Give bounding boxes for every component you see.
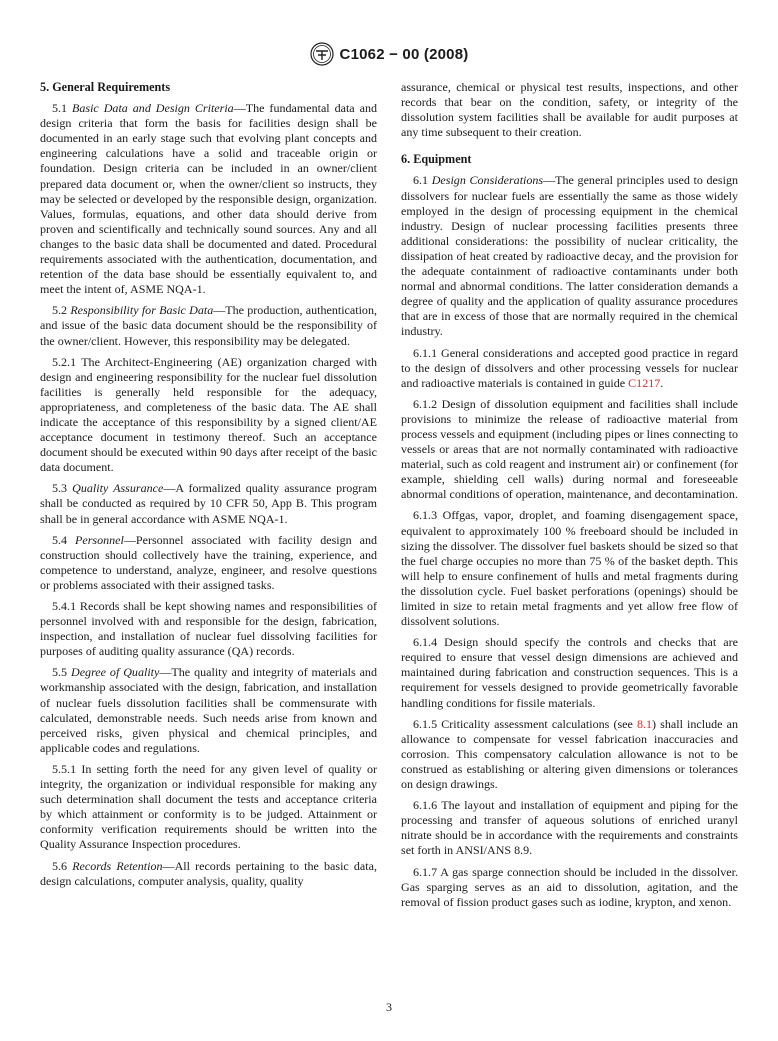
paragraph-number: 5.1 (52, 101, 73, 116)
paragraph-5-5 (40, 665, 377, 756)
paragraph-body: —All records pertaining to the basic data, design calculations, computer analysis, quality, quality (40, 858, 377, 888)
paragraph-number: 5.6 (52, 858, 73, 873)
paragraph-tail: . (660, 375, 664, 390)
page-number: 3 (386, 1000, 392, 1014)
section-heading-6: 6. Equipment (401, 152, 472, 167)
paragraph-body: —A formalized quality assurance program shall be conducted as required by 10 CFR 50, App B. This program shall be in general accordance with ASME NQA-1. (40, 481, 377, 526)
paragraph-5-1 (40, 101, 377, 297)
paragraph-title: Basic Data and Design Criteria (72, 101, 234, 116)
paragraph-title: Records Retention (72, 858, 163, 873)
paragraph-body: ) shall include an allowance to compensate for vessel fabrication inaccuracies and corrosion. This compensatory calculation allowance is not to be construed as establishing or altering given dimensions or tolerances on design drawings. (401, 716, 738, 792)
paragraph-5-6 (40, 859, 377, 889)
paragraph-body: 6.1.1 General considerations and accepted good practice in regard to the design of dissolvers and other processing vessels for nuclear and radioactive materials is contained in guide (401, 345, 738, 390)
paragraph-6-1 (401, 173, 738, 339)
astm-logo-icon (310, 42, 334, 66)
left-column (40, 80, 377, 895)
paragraph-6-1-5 (401, 717, 738, 792)
paragraph-6-1-1 (401, 346, 738, 391)
paragraph-6-1-3: 6.1.3 Offgas, vapor, droplet, and foaming disengagement space, equivalent to approximately 100 % freeboard should be included in sizing the dissolver. The dissolver fuel baskets should be sized so that the fuel charge occupies no more than 75 % of the basket depth. This will help to ensure confinement of hulls and metal fragments during the dissolution cycle. Fuel basket perforations (openings) should be limited in size to retain metal fragments and yet allow free flow of dissolvent solutions. (401, 508, 738, 629)
paragraph-5-2 (40, 303, 377, 348)
paragraph-6-1-2: 6.1.2 Design of dissolution equipment and facilities shall include provisions to minimize the release of radioactive material from process vessels and equipment (including pipes or lines connecting to vessels or areas that are not normally contaminated with radioactive material, such as cold reagent and instrument air) or confinement (for example, shielding cell walls) during normal and foreseeable abnormal conditions of operation, maintenance, and decontamination. (401, 396, 738, 502)
paragraph-number: 5.3 (52, 481, 73, 496)
paragraph-body: —The quality and integrity of materials and workmanship associated with the design, fabrication, and installation of nuclear fuels dissolution facilities shall be commensurate with calculated, demonstrable needs. Such needs arise from known and perceived risks, given physical and chemical principles, and applicable codes and regulations. (40, 665, 377, 755)
paragraph-body: —Personnel associated with facility design and construction should collectively have the training, experience, and competence to understand, analyze, engineer, and resolve questions or problems associated with their assigned tasks. (40, 532, 377, 592)
paragraph-pre: 6.1.5 Criticality assessment calculations (see (413, 716, 637, 731)
paragraph-title: Responsibility for Basic Data (70, 303, 214, 318)
paragraph-5-5-1: 5.5.1 In setting forth the need for any given level of quality or integrity, the organization or individual responsible for making any such determination shall document the tests and acceptance criteria by which attainment or conformity is to be judged. Attainment or conformity verification requirements should be written into the Quality Assurance Inspection procedures. (40, 761, 377, 852)
paragraph-body: —The production, authentication, and issue of the basic data document should be the responsibility of the owner/client. However, this responsibility may be delegated. (40, 303, 377, 348)
paragraph-6-1-7: 6.1.7 A gas sparge connection should be included in the dissolver. Gas sparging serves as an aid to dissolution, agitation, and the removal of fission product gases such as iodine, krypton, and xenon. (401, 864, 738, 909)
paragraph-6-1-4: 6.1.4 Design should specify the controls and checks that are required to ensure that vessel design dimensions are achieved and maintained during fabrication and construction sequences. This is a requirement for vessels designed to provide geometrically favorable handling conditions for fissile materials. (401, 635, 738, 710)
paragraph-5-3 (40, 481, 377, 526)
paragraph-title: Degree of Quality (71, 665, 160, 680)
paragraph-body: —The fundamental data and design criteria that form the basis for facilities design shall be documented in an early stage such that evolving plant concepts and engineering calculations have a solid and traceable origin or foundation. Design criteria can be included in an owner/client prepared data document or, when the owner/client so instructs, they may be selected or developed by the responsible design, organization. Values, formulas, equations, and other data should derive from proven and scientifically and technically sound sources. Any and all changes to the basic data shall be documented and dated. Procedural requirements associated with the authentication, documentation, and retention of the data base should be essentially equivalent to, and meet the intent of, ASME NQA-1. (40, 101, 377, 297)
document-id: C1062 − 00 (2008) (339, 45, 469, 63)
paragraph-title: Design Considerations (431, 173, 544, 188)
section-heading-5: 5. General Requirements (40, 80, 171, 94)
paragraph-number: 5.4 (52, 532, 75, 547)
paragraph-title: Quality Assurance (72, 481, 164, 496)
paragraph-5-4 (40, 533, 377, 593)
page-header (0, 42, 778, 71)
paragraph-number: 5.2 (52, 303, 71, 318)
reference-link-c1217[interactable]: C1217 (628, 375, 661, 390)
paragraph-6-1-6: 6.1.6 The layout and installation of equipment and piping for the processing and transfer of aqueous solutions of enriched uranyl nitrate should be in accordance with the requirements and constraints set forth in ANSI/ANS 8.9. (401, 798, 738, 858)
reference-link-8-1[interactable]: 8.1 (636, 716, 653, 731)
paragraph-number: 6.1 (413, 173, 432, 188)
paragraph-body: —The general principles used to design dissolvers for nuclear fuels are essentially the same as those widely employed in the design of processing equipment in the chemical industry. Design of nuclear processing facilities presents three additional considerations: the possibility of nuclear criticality, the dissipation of heat created by radioactive decay, and the provision for the adequate containment of radioactive contaminants under both normal and abnormal conditions. The latter consideration demands a degree of quality and the application of quality assurance procedures that are in excess of those that are normally required in the chemical industry. (401, 173, 738, 339)
paragraph-title: Personnel (75, 532, 124, 547)
paragraph-5-6-continued: assurance, chemical or physical test results, inspections, and other records that bear on the condition, safety, or integrity of the dissolution system facilities shall be available for audit purposes at any time subsequent to their creation. (401, 80, 738, 140)
paragraph-5-2-1: 5.2.1 The Architect-Engineering (AE) organization charged with design and engineering responsibility for the nuclear fuel dissolution facilities is generally held responsible for the adequacy, appropriateness, and completeness of the basic data. The AE shall indicate the acceptance of this responsibility by a signed client/AE acceptance document in testimony thereof. Such an acceptance document should be executed within 90 days after receipt of the basic data document. (40, 354, 377, 475)
paragraph-5-4-1: 5.4.1 Records shall be kept showing names and responsibilities of personnel involved with and responsible for the design, fabrication, inspection, and installation of nuclear fuel dissolving facilities for purposes of auditing quality assurance (QA) records. (40, 599, 377, 659)
paragraph-number: 5.5 (52, 665, 71, 680)
right-column (401, 80, 738, 916)
